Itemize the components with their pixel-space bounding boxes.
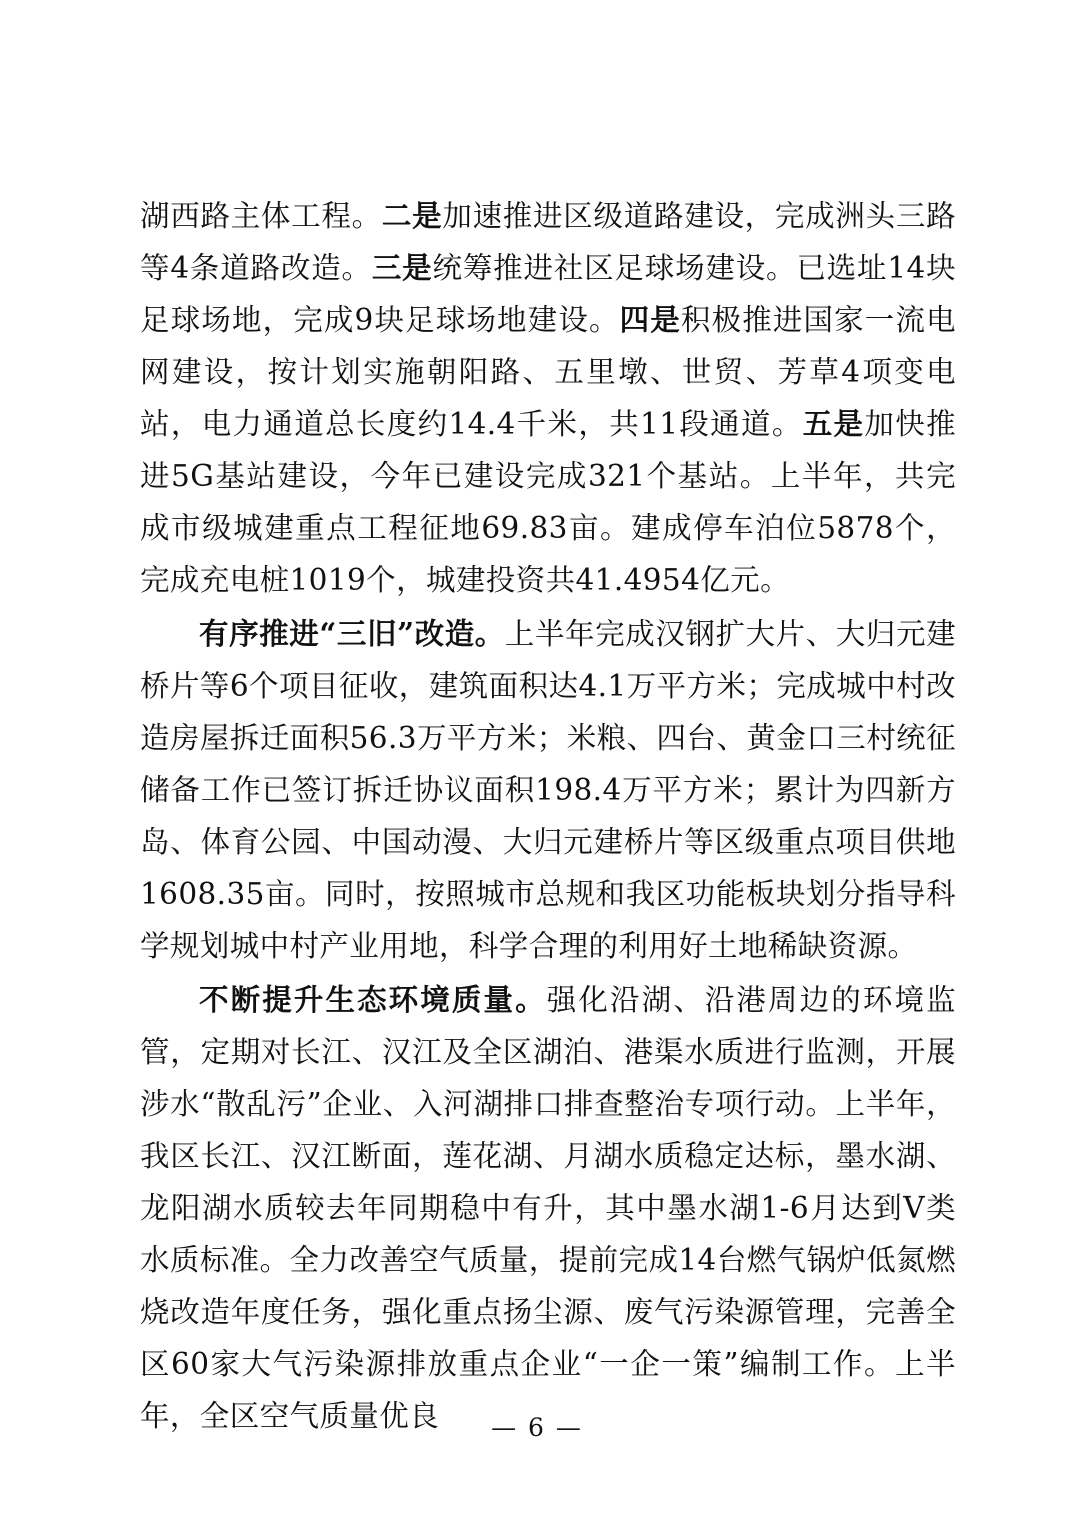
para-2-run-0: 有序推进“三旧”改造。 — [199, 616, 505, 651]
para-1-run-4: 统筹推进社区足球场建设。已选址14块足球场地，完成9块足球场地建设。 — [140, 251, 956, 337]
document-body — [140, 190, 956, 1442]
para-1-run-5: 四是 — [619, 302, 681, 337]
para-1-run-1: 二是 — [381, 198, 443, 233]
para-1-run-7: 五是 — [802, 406, 865, 441]
para-3-run-0: 不断提升生态环境质量。 — [199, 982, 547, 1017]
para-2-run-1: 上半年完成汉钢扩大片、大归元建桥片等6个项目征收，建筑面积达4.1万平方米；完成城中村改造房屋拆迁面积56.3万平方米；米粮、四台、黄金口三村统征储备工作已签订拆迁协议面积198.4万平方米；累计为四新方岛、体育公园、中国动漫、大归元建桥片等区级重点项目供地1608.35亩。同时，按照城市总规和我区功能板块划分指导科学规划城中村产业用地，科学合理的利用好土地稀缺资源。 — [140, 617, 956, 963]
para-1-run-6: 积极推进国家一流电网建设，按计划实施朝阳路、五里墩、世贸、芳草4项变电站，电力通道总长度约14.4千米，共11段通道。 — [140, 303, 956, 441]
para-3-run-1: 强化沿湖、沿港周边的环境监管，定期对长江、汉江及全区湖泊、港渠水质进行监测，开展涉水“散乱污”企业、入河湖排口排查整治专项行动。上半年，我区长江、汉江断面，莲花湖、月湖水质稳定达标，墨水湖、龙阳湖水质较去年同期稳中有升，其中墨水湖1-6月达到Ⅴ类水质标准。全力改善空气质量，提前完成14台燃气锅炉低氮燃烧改造年度任务，强化重点扬尘源、废气污染源管理，完善全区60家大气污染源排放重点企业“一企一策”编制工作。上半年，全区空气质量优良 — [140, 983, 957, 1433]
para-1-run-3: 三是 — [371, 250, 433, 285]
page-number: — 6 — — [491, 1413, 583, 1442]
para-3 — [140, 974, 956, 1442]
para-1-run-2: 加速推进区级道路建设，完成洲头三路等4条道路改造。 — [140, 199, 956, 285]
para-2 — [140, 608, 956, 972]
para-1 — [140, 190, 956, 606]
para-1-run-8: 加快推进5G基站建设，今年已建设完成321个基站。上半年，共完成市级城建重点工程征地69.83亩。建成停车泊位5878个，完成充电桩1019个，城建投资共41.4954亿元。 — [140, 407, 956, 597]
para-1-run-0: 湖西路主体工程。 — [140, 199, 382, 233]
